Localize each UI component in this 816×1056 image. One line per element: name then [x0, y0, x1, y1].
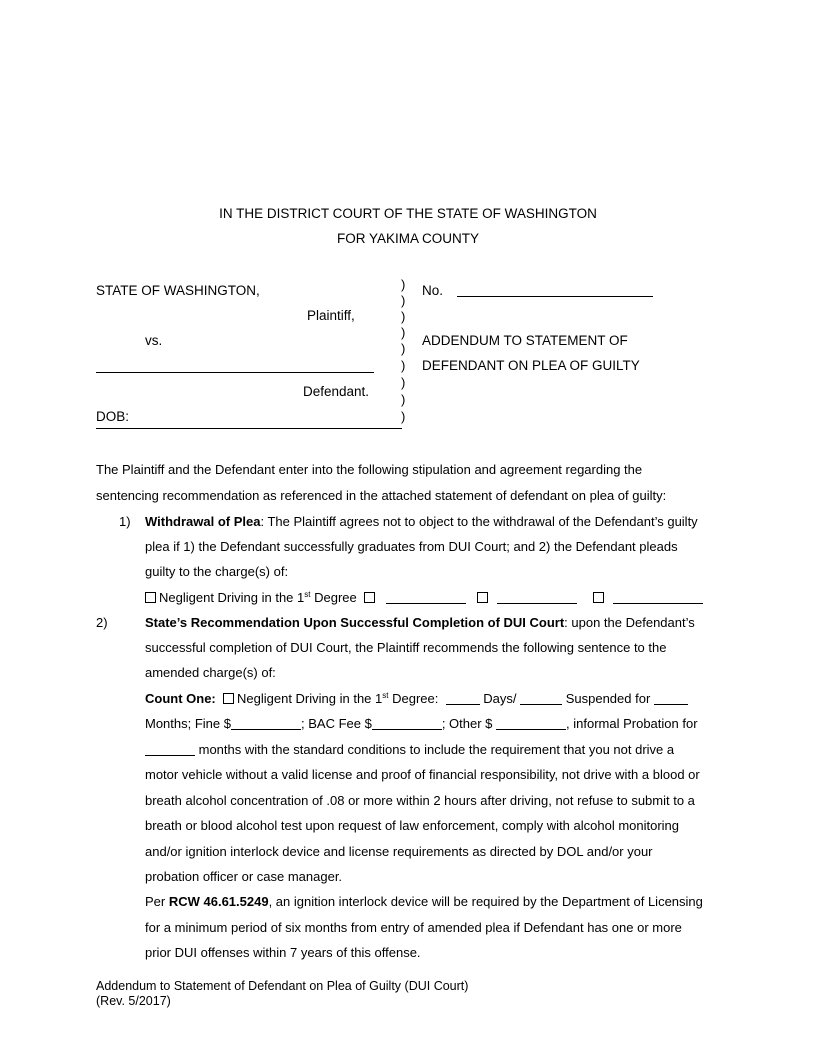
conditions-line: probation officer or case manager. [145, 869, 343, 884]
rcw-line: for a minimum period of six months from entry of amended plea if Defendant has one or more [145, 920, 682, 935]
item2-line1: State’s Recommendation Upon Successful Completion of DUI Court: upon the Defendant’s [145, 615, 695, 630]
rcw-line: prior DUI offenses within 7 years of this offense. [145, 945, 421, 960]
option2-field[interactable] [386, 591, 466, 604]
footer-revision: (Rev. 5/2017) [96, 994, 171, 1008]
item2-line2: successful completion of DUI Court, the Plaintiff recommends the following sentence to the [145, 640, 667, 655]
dob-label: DOB: [96, 409, 130, 424]
case-number-field[interactable] [457, 296, 653, 297]
item1-heading: Withdrawal of Plea [145, 514, 261, 529]
item2-line3: amended charge(s) of: [145, 665, 276, 680]
caption-paren: ) [401, 409, 406, 424]
intro-line: The Plaintiff and the Defendant enter into the following stipulation and agreement regarding the [96, 462, 643, 477]
item1-line2: plea if 1) the Defendant successfully graduates from DUI Court; and 2) the Defendant pleads [145, 539, 678, 554]
negligent-driving-checkbox[interactable] [145, 592, 156, 603]
item1-number: 1) [119, 514, 131, 529]
item2-number: 2) [96, 615, 108, 630]
footer-form-title: Addendum to Statement of Defendant on Plea of Guilty (DUI Court) [96, 979, 469, 993]
rcw-reference: RCW 46.61.5249 [168, 894, 269, 909]
court-title: IN THE DISTRICT COURT OF THE STATE OF WASHINGTON [219, 206, 597, 221]
case-number-label: No. [422, 283, 444, 298]
option4-checkbox[interactable] [593, 592, 604, 603]
county-title: FOR YAKIMA COUNTY [336, 231, 480, 246]
caption-paren: ) [401, 358, 406, 373]
caption-paren: ) [401, 309, 406, 324]
conditions-line: months with the standard conditions to include the requirement that you not drive a [145, 742, 674, 757]
option2-checkbox[interactable] [364, 592, 375, 603]
days-field[interactable] [446, 692, 480, 705]
suspended-months-field[interactable] [654, 692, 688, 705]
bac-fee-field[interactable] [372, 717, 442, 730]
caption-paren: ) [401, 293, 406, 308]
caption-paren: ) [401, 325, 406, 340]
suspended-days-field[interactable] [520, 692, 562, 705]
item2-heading: State’s Recommendation Upon Successful Completion of DUI Court [145, 615, 565, 630]
item1-line1: Withdrawal of Plea: The Plaintiff agrees not to object to the withdrawal of the Defendant’s guilty [145, 514, 698, 529]
count-one-line: Count One: Negligent Driving in the 1st Degree: Days/ Suspended for [145, 691, 688, 706]
caption-paren: ) [401, 392, 406, 407]
option3-field[interactable] [497, 591, 577, 604]
option3-checkbox[interactable] [477, 592, 488, 603]
item1-line3: guilty to the charge(s) of: [145, 564, 289, 579]
option4-field[interactable] [613, 591, 703, 604]
conditions-line: motor vehicle without a valid license and proof of financial responsibility, not drive with a blood or [145, 767, 700, 782]
caption-paren: ) [401, 277, 406, 292]
fine-field[interactable] [231, 717, 301, 730]
caption-paren: ) [401, 341, 406, 356]
defendant-label: Defendant. [303, 384, 370, 399]
plaintiff-label: Plaintiff, [307, 308, 355, 323]
item1-options [145, 590, 703, 605]
probation-months-field[interactable] [145, 743, 195, 756]
caption-paren: ) [401, 375, 406, 390]
versus-label: vs. [145, 333, 163, 348]
plaintiff-name: STATE OF WASHINGTON, [96, 283, 260, 298]
other-fee-field[interactable] [496, 717, 566, 730]
count-one-checkbox[interactable] [223, 693, 234, 704]
document-title-line2: DEFENDANT ON PLEA OF GUILTY [422, 358, 640, 373]
conditions-line: breath or blood alcohol test upon request of law enforcement, comply with alcohol monitoring [145, 818, 680, 833]
negligent-driving-label: Negligent Driving in the 1st Degree [159, 590, 357, 605]
fees-line: Months; Fine $ ; BAC Fee $ ; Other $ , informal Probation for [145, 716, 698, 731]
document-title-line1: ADDENDUM TO STATEMENT OF [422, 333, 628, 348]
conditions-line: breath alcohol concentration of .08 or more within 2 hours after driving, not refuse to submit to a [145, 793, 695, 808]
rcw-line: Per RCW 46.61.5249, an ignition interlock device will be required by the Department of Licensing [145, 894, 703, 909]
conditions-line: and/or ignition interlock device and license requirements as directed by DOL and/or your [145, 844, 653, 859]
intro-line: sentencing recommendation as referenced in the attached statement of defendant on plea of guilty: [96, 488, 667, 503]
count-one-label: Count One: [145, 691, 216, 706]
defendant-name-field[interactable] [96, 372, 374, 373]
dob-field[interactable] [96, 428, 402, 429]
